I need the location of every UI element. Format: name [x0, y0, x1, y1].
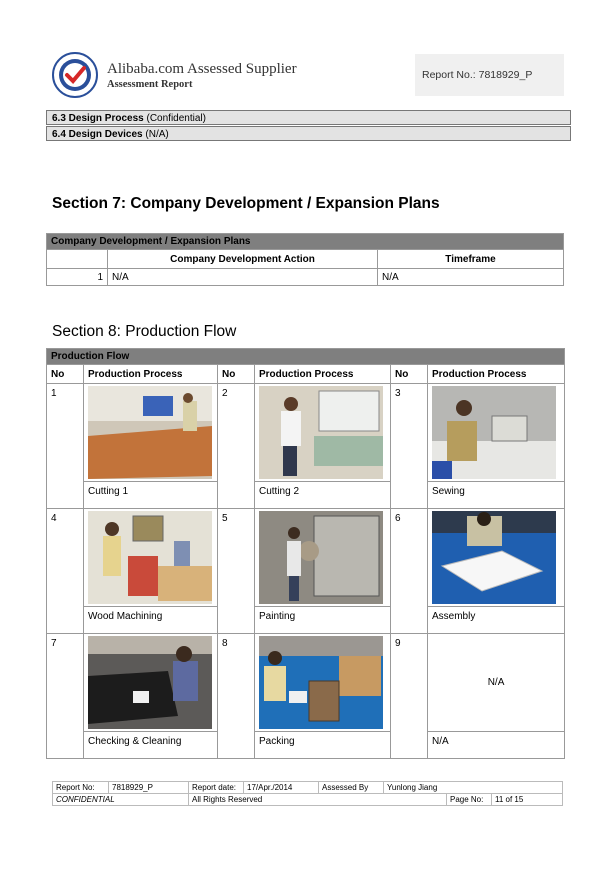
step-photo-cell — [255, 509, 391, 607]
production-flow-table — [46, 348, 565, 759]
step-photo-cell — [84, 384, 218, 482]
assembly-photo — [432, 511, 556, 604]
step-photo-placeholder: N/A — [428, 634, 565, 732]
section7-heading: Section 7: Company Development / Expansion Plans — [52, 195, 440, 212]
footer-page-no: 11 of 15 — [492, 794, 563, 806]
col-action-header: Company Development Action — [108, 250, 378, 269]
design-process-title: 6.3 Design Process — [52, 113, 144, 124]
checking-cleaning-photo — [88, 636, 212, 729]
cutting-1-photo — [88, 386, 212, 479]
step-number: 4 — [47, 509, 84, 634]
page-footer — [52, 781, 563, 806]
step-label: Sewing — [428, 482, 565, 509]
step-number: 3 — [391, 384, 428, 509]
wood-machining-photo — [88, 511, 212, 604]
design-process-row — [46, 110, 571, 125]
col-index-header — [47, 250, 108, 269]
col-no-header: No — [391, 365, 428, 384]
section8-heading: Section 8: Production Flow — [52, 323, 237, 340]
col-no-header: No — [218, 365, 255, 384]
step-photo-cell — [255, 634, 391, 732]
step-photo-cell — [255, 384, 391, 482]
step-number: 1 — [47, 384, 84, 509]
design-devices-row — [46, 126, 571, 141]
step-label: Assembly — [428, 607, 565, 634]
col-process-header: Production Process — [84, 365, 218, 384]
step-photo-cell — [428, 384, 565, 482]
col-no-header: No — [47, 365, 84, 384]
step-number: 6 — [391, 509, 428, 634]
step-label: Painting — [255, 607, 391, 634]
packing-photo — [259, 636, 383, 729]
brand-subtitle: Assessment Report — [107, 79, 193, 90]
step-photo-cell — [84, 509, 218, 607]
design-process-note: (Confidential) — [143, 113, 206, 124]
report-number-label: Report No.: — [422, 69, 479, 81]
report-number-box — [415, 54, 564, 96]
row-index: 1 — [47, 269, 108, 286]
step-label: Checking & Cleaning — [84, 732, 218, 759]
footer-report-no: 7818929_P — [109, 782, 189, 794]
report-number-value: 7818929_P — [478, 69, 533, 81]
footer-report-date: 17/Apr./2014 — [244, 782, 319, 794]
sewing-photo — [432, 386, 556, 479]
painting-photo — [259, 511, 383, 604]
assessed-supplier-seal-logo — [52, 52, 98, 98]
col-process-header: Production Process — [428, 365, 565, 384]
design-devices-title: 6.4 Design Devices — [52, 129, 143, 140]
expansion-table-title: Company Development / Expansion Plans — [47, 234, 564, 250]
step-label: Wood Machining — [84, 607, 218, 634]
footer-page-label: Page No: — [447, 794, 492, 806]
col-timeframe-header: Timeframe — [378, 250, 564, 269]
col-process-header: Production Process — [255, 365, 391, 384]
cutting-2-photo — [259, 386, 383, 479]
expansion-plans-table — [46, 233, 564, 286]
design-devices-note: (N/A) — [142, 129, 169, 140]
production-table-title: Production Flow — [47, 349, 565, 365]
step-number: 8 — [218, 634, 255, 759]
brand-title: Alibaba.com Assessed Supplier — [107, 61, 297, 77]
step-label: N/A — [428, 732, 565, 759]
step-label: Packing — [255, 732, 391, 759]
step-label: Cutting 1 — [84, 482, 218, 509]
step-number: 5 — [218, 509, 255, 634]
footer-report-no-label: Report No: — [53, 782, 109, 794]
row-timeframe: N/A — [378, 269, 564, 286]
footer-assessed-by-label: Assessed By — [319, 782, 384, 794]
footer-assessed-by: Yunlong Jiang — [384, 782, 563, 794]
footer-report-date-label: Report date: — [189, 782, 244, 794]
step-number: 9 — [391, 634, 428, 759]
step-photo-cell — [428, 509, 565, 607]
footer-confidential: CONFIDENTIAL — [53, 794, 189, 806]
footer-rights: All Rights Reserved — [189, 794, 447, 806]
step-number: 7 — [47, 634, 84, 759]
row-action: N/A — [108, 269, 378, 286]
step-label: Cutting 2 — [255, 482, 391, 509]
step-photo-cell — [84, 634, 218, 732]
step-number: 2 — [218, 384, 255, 509]
